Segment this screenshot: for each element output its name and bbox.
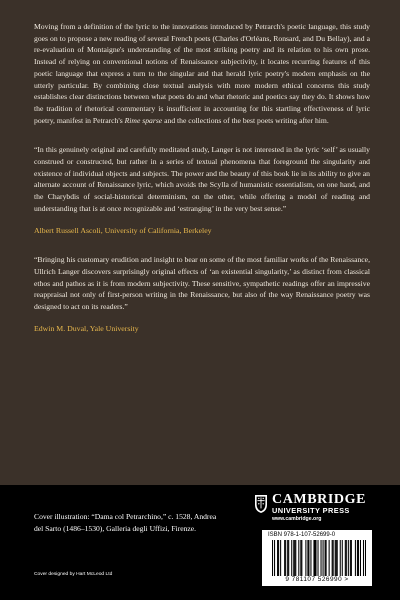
barcode-icon [272,540,366,576]
publisher-subname: UNIVERSITY PRESS [272,506,350,515]
publisher-name: CAMBRIDGE [272,492,367,507]
cover-text-block [34,21,370,352]
endorsement-quote-1: “In this genuinely original and carefully meditated study, Langer is not interested in the lyric ‘self’ as usually construed or constructed, but rather in a series of textual phenomena that foreground the singularity and existence of individual objects and subjects. The power and the beauty of this book lie in its ability to give an alternate account of Renaissance lyric, which avoids the Scylla of humanistic essentialism, on one hand, and the Charybdis of social-historical determinism, on the other, while offering a model of reading and understanding that is at once recognizable and ‘estranging’ in the very best sense.” [34,145,370,213]
cover-designer-credit: Cover designed by Hart McLeod Ltd [34,572,113,577]
barcode-digits: 9 781107 526990 > [285,576,349,583]
isbn-label: ISBN 978-1-107-52699-0 [268,532,336,538]
book-description [34,21,370,126]
description-text-end: and the collections of the best poets writing after him. [162,115,329,125]
isbn-barcode-box [262,530,372,586]
cambridge-shield-icon [254,494,268,514]
endorsement-author-1: Albert Russell Ascoli, University of California, Berkeley [34,225,212,235]
description-text-start: Moving from a definition of the lyric to the innovations introduced by Petrarch's poetic language, this study goes on to propose a new reading of several French poets (Charles d'Orléans, Ronsard, and Du Bellay), and a re-evaluation of Montaigne's understanding of the most striking poetry and its relation to his own prose. Instead of relying on conventional notions of Renaissance subjectivity, it locates recurring features of this poetic language that express a turn to the singular and that herald lyric poetry's modern emphasis on the utterly particular. By combining close textual analysis with more modern ethical concerns this study establishes clear distinctions between what poets do and what rhetoric and poetics say they do. It shows how the tradition of rhetorical commentary is insufficient in accounting for this startling effectiveness of lyric poetry, manifest in Petrarch's [34,22,370,125]
endorsement-quote-2: “Bringing his customary erudition and insight to bear on some of the most familiar works of the Renaissance, Ullrich Langer discovers surprisingly original effects of ‘an existential singularity,’ as distinct from classical ethos and pathos as it is from modern subjectivity. These sensitive, sympathetic readings offer an impressive reappraisal not only of first-person writing in the Renaissance, but also of the way Renaissance poetry was designed to act on its readers.” [34,255,370,312]
endorsement-author-2: Edwin M. Duval, Yale University [34,323,139,333]
publisher-url: www.cambridge.org [272,516,322,522]
description-italic-title: Rime sparse [124,115,163,125]
cover-illustration-caption: Cover illustration: “Dama col Petrarchino,” c. 1528, Andrea del Sarto (1486–1530), Galleria degli Uffizi, Firenze. [34,512,217,533]
